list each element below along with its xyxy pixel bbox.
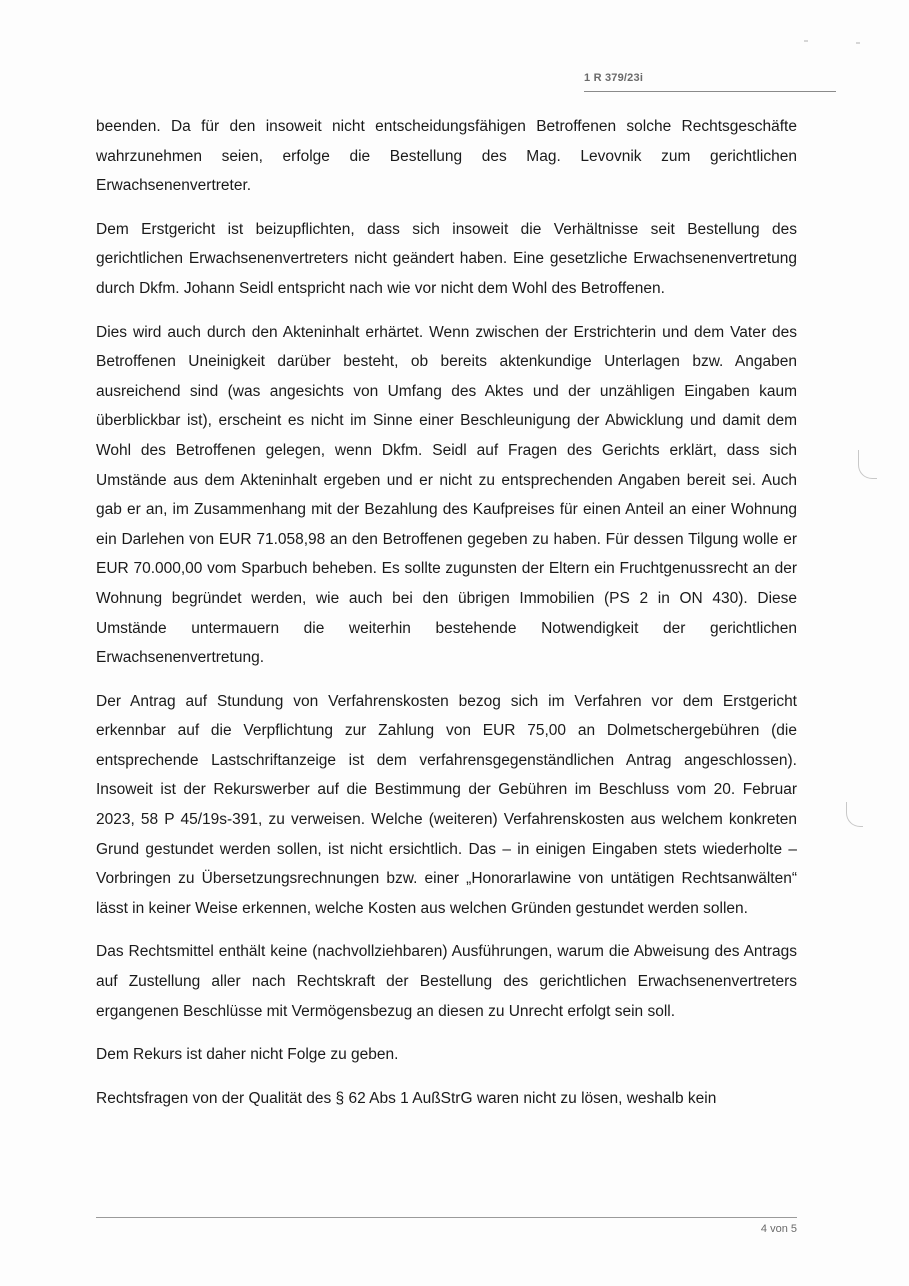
paragraph: Rechtsfragen von der Qualität des § 62 Abs 1 AußStrG waren nicht zu lösen, weshalb kein: [96, 1089, 717, 1107]
document-body: [96, 112, 797, 1127]
punch-hole-mark: [846, 802, 863, 827]
paragraph: Das Rechtsmittel enthält keine (nachvollziehbaren) Ausführungen, warum die Abweisung des Antrags auf Zustellung aller nach Rechtskraft der Bestellung des gerichtlichen Erwachsenenvertreters ergangenen Beschlüsse mit Vermögensbezug an diesen zu Unrecht erfolgt sein soll.: [96, 943, 797, 1020]
paragraph: beenden. Da für den insoweit nicht entscheidungsfähigen Betroffenen solche Rechtsgeschäfte wahrzunehmen seien, erfolge die Bestellung des Mag. Levovnik zum gerichtlichen Erwachsenenvertreter.: [96, 118, 797, 195]
paragraph: Der Antrag auf Stundung von Verfahrenskosten bezog sich im Verfahren vor dem Erstgericht erkennbar auf die Verpflichtung zur Zahlung von EUR 75,00 an Dolmetschergebühren (die entsprechende Lastschriftanzeige ist dem verfahrensgegenständlichen Antrag angeschlossen). Insoweit ist der Rekurswerber auf die Bestimmung der Gebühren im Beschluss vom 20. Februar 2023, 58 P 45/19s-391, zu verweisen. Welche (weiteren) Verfahrenskosten aus welchem konkreten Grund gestundet werden sollen, ist nicht ersichtlich. Das – in einigen Eingaben stets wiederholte – Vorbringen zu Übersetzungsrechnungen bzw. einer „Honorarlawine von untätigen Rechtsanwälten“ lässt in keiner Weise erkennen, welche Kosten aus welchen Gründen gestundet werden sollen.: [96, 692, 797, 917]
punch-hole-mark: [858, 450, 877, 479]
scan-artifact: [804, 40, 808, 42]
paragraph: Dem Erstgericht ist beizupflichten, dass sich insoweit die Verhältnisse seit Bestellung des gerichtlichen Erwachsenenvertreters nicht geändert haben. Eine gesetzliche Erwachsenenvertretung durch Dkfm. Johann Seidl entspricht nach wie vor nicht dem Wohl des Betroffenen.: [96, 220, 797, 297]
header-divider: [584, 91, 836, 92]
scan-artifact: [856, 42, 860, 44]
case-number: 1 R 379/23i: [584, 72, 644, 84]
paragraph: Dies wird auch durch den Akteninhalt erhärtet. Wenn zwischen der Erstrichterin und dem Vater des Betroffenen Uneinigkeit darüber besteht, ob bereits aktenkundige Unterlagen bzw. Angaben ausreichend sind (was angesichts von Umfang des Aktes und der unzähligen Eingaben kaum überblickbar ist), erscheint es nicht im Sinne einer Beschleunigung der Abwicklung und damit dem Wohl des Betroffenen gelegen, wenn Dkfm. Seidl auf Fragen des Gerichts erklärt, dass sich Umstände aus dem Akteninhalt ergeben und er nicht zu entsprechenden Angaben bereit sei. Auch gab er an, im Zusammenhang mit der Bezahlung des Kaufpreises für einen Anteil an einer Wohnung ein Darlehen von EUR 71.058,98 an den Betroffenen gegeben zu haben. Für dessen Tilgung wolle er EUR 70.000,00 vom Sparbuch beheben. Es sollte zugunsten der Eltern ein Fruchtgenussrecht an der Wohnung begründet werden, wie auch bei den übrigen Immobilien (PS 2 in ON 430). Diese Umstände untermauern die weiterhin bestehende Notwendigkeit der gerichtlichen Erwachsenenvertretung.: [96, 323, 797, 667]
footer-divider: [96, 1217, 797, 1218]
page-number: 4 von 5: [760, 1223, 797, 1235]
paragraph: Dem Rekurs ist daher nicht Folge zu geben.: [96, 1046, 399, 1064]
